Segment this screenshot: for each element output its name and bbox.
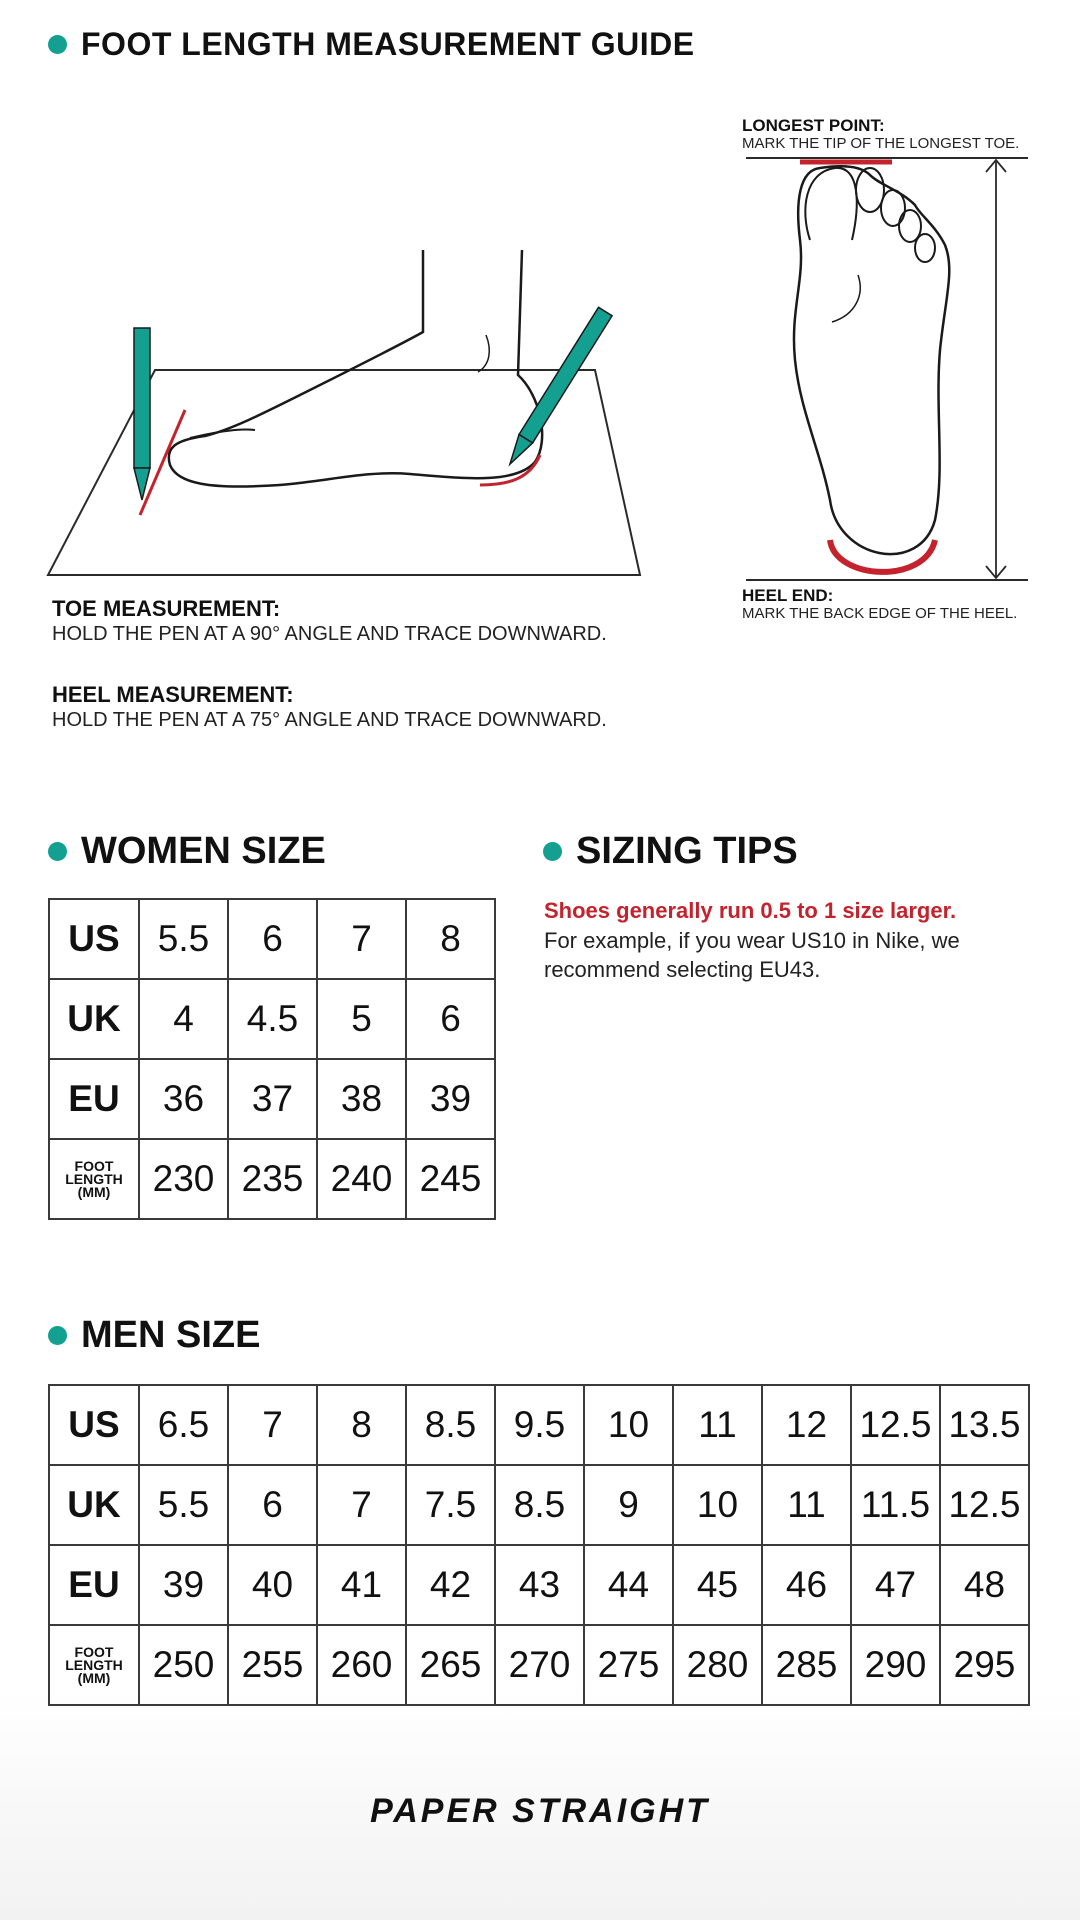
bullet-dot-icon (543, 842, 562, 861)
heel-measurement-text: HOLD THE PEN AT A 75° ANGLE AND TRACE DOWNWARD. (52, 709, 607, 731)
longest-point-head: LONGEST POINT: (742, 116, 885, 135)
size-cell: 38 (317, 1059, 406, 1139)
size-cell: 48 (940, 1545, 1029, 1625)
size-cell: 6 (228, 1465, 317, 1545)
size-cell: 295 (940, 1625, 1029, 1705)
size-row (49, 1465, 1029, 1545)
size-cell: 6 (228, 899, 317, 979)
size-cell: 270 (495, 1625, 584, 1705)
size-row-label: FOOT LENGTH (MM) (49, 1625, 139, 1705)
size-cell: 255 (228, 1625, 317, 1705)
size-cell: 265 (406, 1625, 495, 1705)
size-cell: 36 (139, 1059, 228, 1139)
toe-3 (881, 190, 905, 226)
size-cell: 230 (139, 1139, 228, 1219)
longest-point-text: MARK THE TIP OF THE LONGEST TOE. (742, 135, 1020, 152)
men-size-title-text: MEN SIZE (81, 1314, 261, 1356)
brand-logo-text: PAPER STRAIGHT (370, 1792, 710, 1830)
ankle-mark (478, 335, 489, 372)
size-cell: 7 (317, 1465, 406, 1545)
sizing-tips-title (543, 830, 798, 873)
size-cell: 39 (139, 1545, 228, 1625)
size-cell: 4 (139, 979, 228, 1059)
heel-measurement-head: HEEL MEASUREMENT: (52, 682, 294, 707)
size-cell: 42 (406, 1545, 495, 1625)
size-cell: 245 (406, 1139, 495, 1219)
men-size-table (48, 1384, 1030, 1706)
men-size-title (48, 1314, 260, 1357)
size-cell: 7 (228, 1385, 317, 1465)
size-cell: 11 (673, 1385, 762, 1465)
heel-end-head: HEEL END: (742, 586, 834, 605)
size-cell: 12.5 (940, 1465, 1029, 1545)
toe-measurement-head: TOE MEASUREMENT: (52, 596, 281, 621)
size-cell: 9 (584, 1465, 673, 1545)
size-cell: 41 (317, 1545, 406, 1625)
foot-side-outline (169, 250, 542, 487)
toe-line (190, 429, 255, 438)
size-row (49, 899, 495, 979)
size-row-label: EU (49, 1545, 139, 1625)
size-row-label: EU (49, 1059, 139, 1139)
size-cell: 5.5 (139, 1465, 228, 1545)
size-row (49, 1545, 1029, 1625)
women-size-title (48, 830, 326, 873)
size-row (49, 1625, 1029, 1705)
size-cell: 12.5 (851, 1385, 940, 1465)
size-cell: 11.5 (851, 1465, 940, 1545)
size-row-label: US (49, 899, 139, 979)
women-size-title-text: WOMEN SIZE (81, 830, 326, 872)
sizing-tips-highlight: Shoes generally run 0.5 to 1 size larger. (544, 898, 957, 923)
women-size-table (48, 898, 496, 1220)
size-cell: 37 (228, 1059, 317, 1139)
guide-title-text: FOOT LENGTH MEASUREMENT GUIDE (81, 26, 695, 62)
foot-measurement-illustration (0, 0, 1080, 640)
size-cell: 9.5 (495, 1385, 584, 1465)
size-cell: 5 (317, 979, 406, 1059)
sizing-tips-body: For example, if you wear US10 in Nike, we recommend selecting EU43. (544, 928, 960, 982)
size-row-label: FOOT LENGTH (MM) (49, 1139, 139, 1219)
size-cell: 285 (762, 1625, 851, 1705)
big-toe-outline (805, 168, 856, 240)
size-cell: 8.5 (406, 1385, 495, 1465)
size-cell: 7 (317, 899, 406, 979)
toe-5 (915, 234, 935, 262)
size-cell: 8 (317, 1385, 406, 1465)
heel-end-text: MARK THE BACK EDGE OF THE HEEL. (742, 605, 1018, 622)
size-row-label: UK (49, 1465, 139, 1545)
size-cell: 250 (139, 1625, 228, 1705)
size-cell: 47 (851, 1545, 940, 1625)
size-cell: 6 (406, 979, 495, 1059)
size-cell: 4.5 (228, 979, 317, 1059)
size-cell: 240 (317, 1139, 406, 1219)
size-cell: 12 (762, 1385, 851, 1465)
size-cell: 8.5 (495, 1465, 584, 1545)
sizing-tips-title-text: SIZING TIPS (576, 830, 798, 872)
size-cell: 10 (673, 1465, 762, 1545)
toe-pen-icon (134, 328, 150, 500)
size-cell: 40 (228, 1545, 317, 1625)
sole-outline (794, 166, 949, 554)
size-cell: 280 (673, 1625, 762, 1705)
size-cell: 11 (762, 1465, 851, 1545)
size-cell: 5.5 (139, 899, 228, 979)
size-row (49, 1059, 495, 1139)
bullet-dot-icon (48, 1326, 67, 1345)
size-row (49, 1385, 1029, 1465)
size-cell: 46 (762, 1545, 851, 1625)
arch-mark (832, 275, 860, 322)
size-cell: 7.5 (406, 1465, 495, 1545)
size-row-label: US (49, 1385, 139, 1465)
size-cell: 39 (406, 1059, 495, 1139)
size-cell: 13.5 (940, 1385, 1029, 1465)
size-cell: 260 (317, 1625, 406, 1705)
size-cell: 275 (584, 1625, 673, 1705)
size-cell: 43 (495, 1545, 584, 1625)
size-cell: 8 (406, 899, 495, 979)
size-cell: 10 (584, 1385, 673, 1465)
heel-trace-mark (480, 455, 540, 485)
size-row (49, 1139, 495, 1219)
size-row-label: UK (49, 979, 139, 1059)
size-cell: 235 (228, 1139, 317, 1219)
size-cell: 290 (851, 1625, 940, 1705)
size-row (49, 979, 495, 1059)
bullet-dot-icon (48, 842, 67, 861)
size-cell: 6.5 (139, 1385, 228, 1465)
toe-measurement-text: HOLD THE PEN AT A 90° ANGLE AND TRACE DOWNWARD. (52, 623, 607, 645)
size-cell: 44 (584, 1545, 673, 1625)
size-cell: 45 (673, 1545, 762, 1625)
